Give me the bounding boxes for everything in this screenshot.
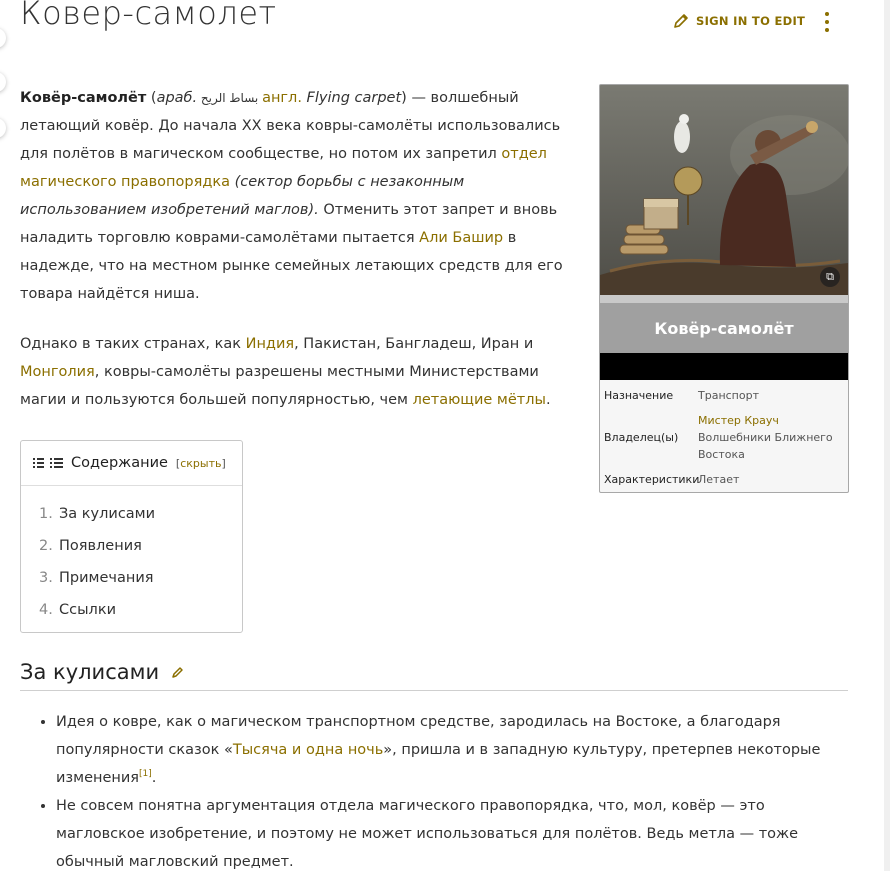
scrollbar-track[interactable] [884, 0, 890, 871]
bullet-text: Идея о ковре, как о магическом транспортном средстве, зародилась на Востоке, а благодаря популярности сказок « [56, 714, 781, 758]
toc-number: 2. [39, 538, 53, 554]
sector-italic: (сектор борьбы с незаконным использованием изобретений маглов). [20, 174, 465, 218]
infobox-label: Характеристики [604, 473, 700, 486]
toc-header [21, 441, 242, 486]
edit-section-icon[interactable] [171, 665, 185, 679]
lang-english-link[interactable]: англ. [262, 90, 302, 106]
intro-text-2: Отменить этот запрет и вновь наладить торговлю коврами-самолётами пытается [20, 202, 558, 246]
toc-number: 3. [39, 570, 53, 586]
toc-item[interactable] [39, 530, 242, 562]
toc-title: Содержание [71, 455, 168, 471]
toc-list-icon [33, 457, 63, 469]
toc-item[interactable] [39, 594, 242, 626]
india-link[interactable]: Индия [245, 336, 295, 352]
para2-text-4: . [545, 392, 551, 408]
toc-hide-toggle[interactable] [176, 457, 226, 470]
owner-text: Волшебники Ближнего Востока [698, 431, 833, 461]
thousand-nights-link[interactable]: Тысяча и одна ночь [232, 742, 384, 758]
english-name: Flying carpet [306, 90, 402, 106]
more-options-icon[interactable] [818, 12, 836, 32]
para2-text-2: , Пакистан, Бангладеш, Иран и [294, 336, 534, 352]
page-title: Ковер-самолет [20, 0, 277, 32]
list-item [56, 708, 846, 792]
infobox-label: Назначение [604, 389, 674, 402]
toc-number: 4. [39, 602, 53, 618]
second-paragraph [20, 330, 576, 414]
toc-item-label: Примечания [59, 570, 154, 586]
table-of-contents [20, 440, 243, 633]
bracket: [ [175, 456, 181, 470]
arabic-text: بساط الريح [197, 91, 263, 105]
side-rail-button-3[interactable] [0, 118, 6, 138]
article-body [20, 84, 576, 436]
infobox-row-owner [600, 408, 848, 467]
sign-in-to-edit-button[interactable] [672, 12, 805, 30]
carpet-illustration [600, 85, 848, 295]
department-link[interactable]: отдел магического правопорядка [20, 146, 547, 190]
infobox-row-characteristics [600, 467, 848, 492]
toc-item-label: Появления [59, 538, 142, 554]
section-title: За кулисами [20, 660, 160, 684]
infobox-value [694, 408, 848, 467]
intro-paragraph [20, 84, 576, 308]
intro-bold-name: Ковёр-самолёт [20, 90, 147, 106]
list-item: • Не совсем понятна аргументация отдела магического правопорядка, что, мол, ковёр — это магловское изобретение, и поэтому не может использоваться для полётов. Ведь метла — тоже обычный магловский предмет. [56, 792, 846, 876]
reference-link[interactable]: [1] [139, 769, 152, 780]
toc-item[interactable] [39, 562, 242, 594]
toc-list [21, 486, 242, 626]
arab-abbr: араб. [156, 90, 198, 106]
mr-crouch-link[interactable]: Мистер Крауч [698, 414, 779, 427]
bullet-text: », пришла и в западную культуру, претерпев некоторые изменения [56, 742, 821, 786]
side-rail-button-2[interactable] [0, 72, 6, 92]
toc-number: 1. [39, 506, 53, 522]
pencil-icon [672, 12, 690, 30]
para2-text-1: Однако в таких странах, как [20, 336, 246, 352]
ali-bashir-link[interactable]: Али Башир [419, 230, 504, 246]
infobox-image[interactable] [600, 85, 848, 295]
infobox [599, 84, 849, 493]
intro-text: ( [146, 90, 157, 106]
infobox-value: Летает [698, 473, 740, 486]
section-heading [20, 660, 848, 691]
brooms-link[interactable]: летающие мётлы [412, 392, 546, 408]
infobox-subtitle-bar [600, 353, 848, 380]
infobox-title: Ковёр-самолёт [600, 303, 848, 353]
intro-text-1: ) — волшебный летающий ковёр. До начала XX века ковры-самолёты использовались для полётов в магическом сообществе, но потом их запретил [20, 90, 561, 162]
infobox-label: Владелец(ы) [604, 431, 679, 444]
toc-hide-link[interactable]: скрыть [180, 456, 222, 470]
para2-text-3: , ковры-самолёты разрешены местными Министерствами магии и пользуются большей популярностью, чем [20, 364, 539, 408]
bullet-text: . [151, 770, 157, 786]
side-rail-button-1[interactable] [0, 28, 6, 48]
infobox-value: Транспорт [698, 389, 759, 402]
toc-item-label: Ссылки [59, 602, 116, 618]
expand-image-icon[interactable]: ⧉ [820, 267, 840, 287]
toc-item[interactable] [39, 498, 242, 530]
infobox-divider [600, 295, 848, 303]
section-bullets [36, 708, 846, 876]
toc-item-label: За кулисами [59, 506, 156, 522]
sign-in-label: SIGN IN TO EDIT [696, 14, 806, 28]
mongolia-link[interactable]: Монголия [20, 364, 95, 380]
infobox-row-purpose [600, 383, 848, 408]
bracket: ] [221, 456, 226, 470]
intro-text-3: в надежде, что на местном рынке семейных летающих средств для его товара найдётся ниша. [20, 230, 563, 302]
